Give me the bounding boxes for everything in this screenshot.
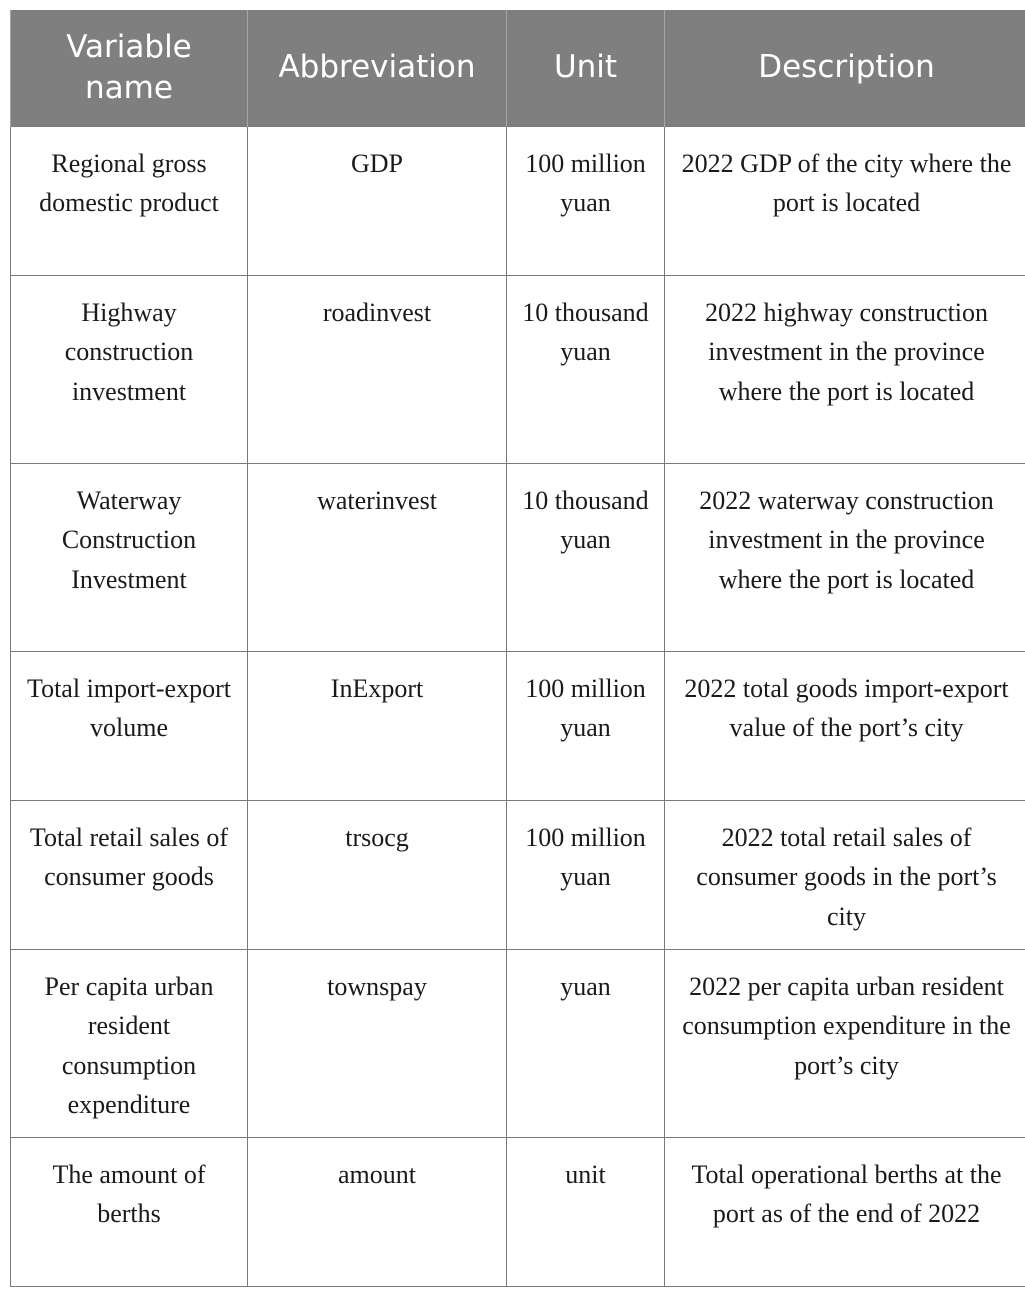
header-variable-name: Variable name — [11, 10, 248, 126]
cell-variable-name: Per capita urban resident consumption expenditure — [11, 949, 248, 1137]
cell-variable-name: Regional gross domestic product — [11, 126, 248, 275]
cell-abbreviation: townspay — [248, 949, 507, 1137]
cell-description: 2022 waterway construction investment in the province where the port is located — [665, 463, 1025, 651]
variable-table — [10, 10, 1025, 1287]
cell-abbreviation: waterinvest — [248, 463, 507, 651]
cell-variable-name: Waterway Construction Investment — [11, 463, 248, 651]
cell-unit: unit — [507, 1137, 665, 1286]
header-unit: Unit — [507, 10, 665, 126]
table-row — [11, 651, 1025, 800]
cell-description: Total operational berths at the port as of the end of 2022 — [665, 1137, 1025, 1286]
table-row — [11, 463, 1025, 651]
cell-unit: yuan — [507, 949, 665, 1137]
cell-description: 2022 per capita urban resident consumption expenditure in the port’s city — [665, 949, 1025, 1137]
cell-description: 2022 total retail sales of consumer goods in the port’s city — [665, 800, 1025, 949]
table-row — [11, 800, 1025, 949]
cell-abbreviation: InExport — [248, 651, 507, 800]
cell-unit: 100 million yuan — [507, 651, 665, 800]
cell-variable-name: Total import-export volume — [11, 651, 248, 800]
cell-description: 2022 highway construction investment in the province where the port is located — [665, 275, 1025, 463]
cell-description: 2022 total goods import-export value of the port’s city — [665, 651, 1025, 800]
table-row — [11, 275, 1025, 463]
cell-unit: 10 thousand yuan — [507, 275, 665, 463]
cell-abbreviation: GDP — [248, 126, 507, 275]
cell-abbreviation: trsocg — [248, 800, 507, 949]
cell-unit: 100 million yuan — [507, 126, 665, 275]
table-row — [11, 126, 1025, 275]
cell-description: 2022 GDP of the city where the port is located — [665, 126, 1025, 275]
cell-variable-name: The amount of berths — [11, 1137, 248, 1286]
header-row — [11, 10, 1025, 126]
variable-table-container — [10, 10, 1025, 1287]
cell-abbreviation: amount — [248, 1137, 507, 1286]
table-row — [11, 1137, 1025, 1286]
cell-unit: 10 thousand yuan — [507, 463, 665, 651]
table-body — [11, 126, 1025, 1286]
cell-variable-name: Total retail sales of consumer goods — [11, 800, 248, 949]
cell-abbreviation: roadinvest — [248, 275, 507, 463]
table-row — [11, 949, 1025, 1137]
header-abbreviation: Abbreviation — [248, 10, 507, 126]
table-header — [11, 10, 1025, 126]
cell-variable-name: Highway construction investment — [11, 275, 248, 463]
header-description: Description — [665, 10, 1025, 126]
cell-unit: 100 million yuan — [507, 800, 665, 949]
